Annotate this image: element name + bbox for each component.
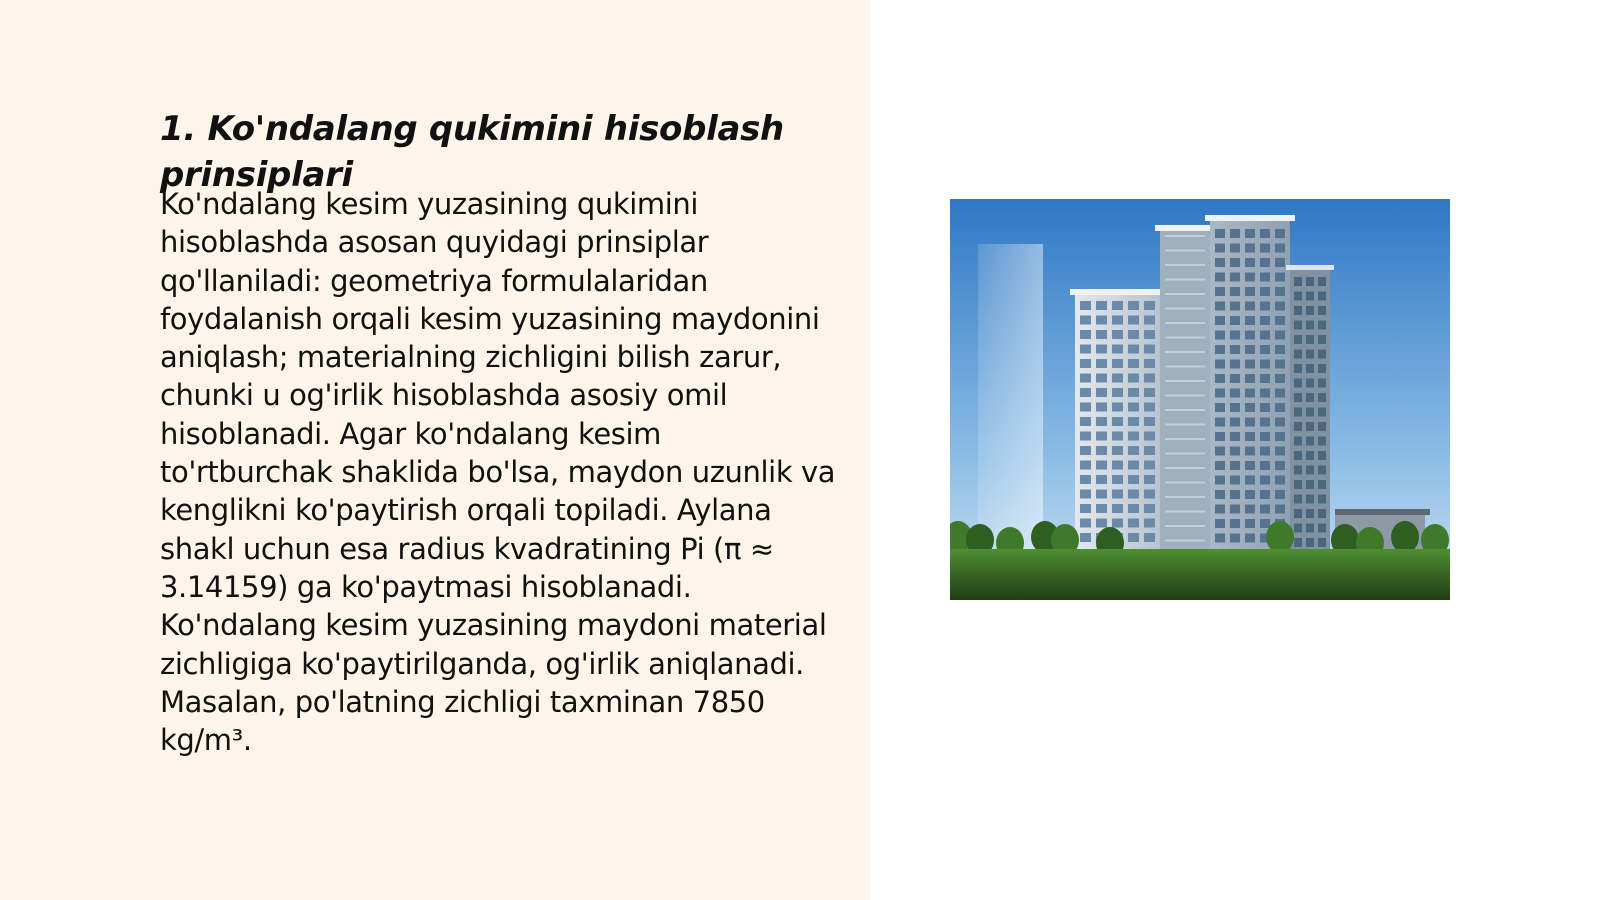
window xyxy=(1080,432,1091,441)
window xyxy=(1215,519,1225,528)
window xyxy=(1245,447,1255,456)
window xyxy=(1128,388,1139,397)
window xyxy=(1096,316,1107,325)
window xyxy=(1260,519,1270,528)
window xyxy=(1128,446,1139,455)
window xyxy=(1080,519,1091,528)
window xyxy=(1230,534,1240,543)
window xyxy=(1318,466,1326,475)
window xyxy=(1318,480,1326,489)
window xyxy=(1275,418,1285,427)
window xyxy=(1096,519,1107,528)
window xyxy=(1294,292,1302,301)
window xyxy=(1112,403,1123,412)
glass-mullion xyxy=(1165,279,1205,281)
window xyxy=(1260,244,1270,253)
window xyxy=(1275,287,1285,296)
window xyxy=(1275,273,1285,282)
tree xyxy=(1266,521,1294,553)
window xyxy=(1245,418,1255,427)
window xyxy=(1080,388,1091,397)
roof-edge xyxy=(1155,225,1215,231)
window xyxy=(1294,350,1302,359)
window xyxy=(1294,466,1302,475)
glass-mullion xyxy=(1165,322,1205,324)
window xyxy=(1245,360,1255,369)
window xyxy=(1144,461,1155,470)
window xyxy=(1306,292,1314,301)
window xyxy=(1080,301,1091,310)
glass-mullion xyxy=(1165,424,1205,426)
window xyxy=(1128,461,1139,470)
window xyxy=(1260,273,1270,282)
window xyxy=(1306,277,1314,286)
window xyxy=(1144,330,1155,339)
window xyxy=(1144,490,1155,499)
window xyxy=(1096,345,1107,354)
window xyxy=(1128,519,1139,528)
window xyxy=(1275,432,1285,441)
window xyxy=(1096,301,1107,310)
window xyxy=(1275,389,1285,398)
glass-mullion xyxy=(1165,337,1205,339)
window xyxy=(1245,432,1255,441)
window xyxy=(1230,229,1240,238)
window xyxy=(1144,316,1155,325)
window xyxy=(1260,389,1270,398)
glass-mullion xyxy=(1165,395,1205,397)
window xyxy=(1144,504,1155,513)
window xyxy=(1112,432,1123,441)
window xyxy=(1144,432,1155,441)
window xyxy=(1215,273,1225,282)
window xyxy=(1245,519,1255,528)
window xyxy=(1096,388,1107,397)
window xyxy=(1275,302,1285,311)
window xyxy=(1128,403,1139,412)
window xyxy=(1306,321,1314,330)
glass-mullion xyxy=(1165,293,1205,295)
window xyxy=(1215,287,1225,296)
window xyxy=(1230,273,1240,282)
window xyxy=(1318,408,1326,417)
building-photo xyxy=(950,199,1450,600)
window xyxy=(1306,350,1314,359)
window xyxy=(1275,374,1285,383)
window xyxy=(1080,417,1091,426)
window xyxy=(1294,306,1302,315)
window xyxy=(1080,403,1091,412)
window xyxy=(1144,417,1155,426)
window xyxy=(1275,229,1285,238)
window xyxy=(1128,533,1139,542)
glass-mullion xyxy=(1165,409,1205,411)
window xyxy=(1215,403,1225,412)
window xyxy=(1306,451,1314,460)
window xyxy=(1306,364,1314,373)
window xyxy=(1215,229,1225,238)
window xyxy=(1215,447,1225,456)
window xyxy=(1245,302,1255,311)
window xyxy=(1144,533,1155,542)
right-wing xyxy=(1210,219,1290,549)
window xyxy=(1245,287,1255,296)
window xyxy=(1318,437,1326,446)
window xyxy=(1096,432,1107,441)
window xyxy=(1230,360,1240,369)
window xyxy=(1245,374,1255,383)
window xyxy=(1096,374,1107,383)
window xyxy=(1215,374,1225,383)
window xyxy=(1080,330,1091,339)
window xyxy=(1294,422,1302,431)
window xyxy=(1294,321,1302,330)
window xyxy=(1245,258,1255,267)
glass-mullion xyxy=(1165,235,1205,237)
window xyxy=(1306,480,1314,489)
glass-mullion xyxy=(1165,482,1205,484)
window xyxy=(1260,360,1270,369)
window xyxy=(1112,475,1123,484)
window xyxy=(1096,403,1107,412)
window xyxy=(1215,534,1225,543)
window xyxy=(1275,244,1285,253)
window xyxy=(1215,345,1225,354)
window xyxy=(1112,316,1123,325)
window xyxy=(1144,345,1155,354)
window xyxy=(1306,335,1314,344)
window xyxy=(1318,538,1326,547)
window xyxy=(1245,244,1255,253)
window xyxy=(1294,509,1302,518)
tree xyxy=(1391,521,1419,553)
window xyxy=(1306,393,1314,402)
window xyxy=(1215,389,1225,398)
window xyxy=(1275,331,1285,340)
window xyxy=(1275,403,1285,412)
glass-mullion xyxy=(1165,380,1205,382)
window xyxy=(1306,422,1314,431)
window xyxy=(1294,437,1302,446)
glass-mullion xyxy=(1165,496,1205,498)
window xyxy=(1230,374,1240,383)
glass-mullion xyxy=(1165,453,1205,455)
window xyxy=(1080,475,1091,484)
window xyxy=(1215,505,1225,514)
window xyxy=(1128,359,1139,368)
window xyxy=(1306,538,1314,547)
roof-edge xyxy=(1286,265,1334,270)
window xyxy=(1230,447,1240,456)
window xyxy=(1294,277,1302,286)
window xyxy=(1294,538,1302,547)
window xyxy=(1128,504,1139,513)
window xyxy=(1080,504,1091,513)
glass-mullion xyxy=(1165,264,1205,266)
window xyxy=(1318,422,1326,431)
window xyxy=(1260,374,1270,383)
window xyxy=(1112,461,1123,470)
window xyxy=(1128,432,1139,441)
window xyxy=(1215,302,1225,311)
window xyxy=(1112,330,1123,339)
window xyxy=(1318,393,1326,402)
window xyxy=(1080,446,1091,455)
window xyxy=(1318,451,1326,460)
window xyxy=(1260,287,1270,296)
window xyxy=(1318,306,1326,315)
glass-mullion xyxy=(1165,511,1205,513)
window xyxy=(1144,519,1155,528)
window xyxy=(1112,359,1123,368)
window xyxy=(1275,316,1285,325)
window xyxy=(1128,345,1139,354)
window xyxy=(1112,504,1123,513)
window xyxy=(1215,461,1225,470)
window xyxy=(1306,509,1314,518)
glass-mullion xyxy=(1165,467,1205,469)
window xyxy=(1245,490,1255,499)
window xyxy=(1230,302,1240,311)
window xyxy=(1275,476,1285,485)
window xyxy=(1128,374,1139,383)
window xyxy=(1260,331,1270,340)
window xyxy=(1230,519,1240,528)
window xyxy=(1215,316,1225,325)
window xyxy=(1215,258,1225,267)
window xyxy=(1260,229,1270,238)
window xyxy=(1318,379,1326,388)
window xyxy=(1294,451,1302,460)
background-tower xyxy=(978,244,1043,549)
window xyxy=(1112,345,1123,354)
window xyxy=(1318,292,1326,301)
window xyxy=(1245,273,1255,282)
window xyxy=(1230,432,1240,441)
window xyxy=(1230,316,1240,325)
window xyxy=(1294,335,1302,344)
window xyxy=(1260,418,1270,427)
window xyxy=(1230,345,1240,354)
window xyxy=(1230,476,1240,485)
window xyxy=(1275,461,1285,470)
window xyxy=(1318,364,1326,373)
window xyxy=(1215,244,1225,253)
window xyxy=(1230,490,1240,499)
window xyxy=(1245,476,1255,485)
window xyxy=(1230,403,1240,412)
glass-mullion xyxy=(1165,308,1205,310)
window xyxy=(1260,461,1270,470)
window xyxy=(1306,524,1314,533)
window xyxy=(1294,393,1302,402)
window xyxy=(1128,316,1139,325)
roof-edge xyxy=(1070,289,1165,295)
window xyxy=(1306,408,1314,417)
window xyxy=(1215,360,1225,369)
glass-mullion xyxy=(1165,351,1205,353)
window xyxy=(1215,476,1225,485)
window xyxy=(1080,374,1091,383)
window xyxy=(1318,509,1326,518)
glass-mullion xyxy=(1165,540,1205,542)
window xyxy=(1096,359,1107,368)
window xyxy=(1144,359,1155,368)
window xyxy=(1215,490,1225,499)
window xyxy=(1096,417,1107,426)
window xyxy=(1080,533,1091,542)
window xyxy=(1275,258,1285,267)
window xyxy=(1230,505,1240,514)
window xyxy=(1080,359,1091,368)
window xyxy=(1318,350,1326,359)
window xyxy=(1318,321,1326,330)
window xyxy=(1260,403,1270,412)
window xyxy=(1260,345,1270,354)
window xyxy=(1144,403,1155,412)
window xyxy=(1318,495,1326,504)
window xyxy=(1275,447,1285,456)
window xyxy=(1306,495,1314,504)
window xyxy=(1306,306,1314,315)
window xyxy=(1144,388,1155,397)
window xyxy=(1245,331,1255,340)
window xyxy=(1306,379,1314,388)
window xyxy=(1230,389,1240,398)
window xyxy=(1230,418,1240,427)
window xyxy=(1245,403,1255,412)
window xyxy=(1096,461,1107,470)
window xyxy=(1245,461,1255,470)
window xyxy=(1080,316,1091,325)
window xyxy=(1230,287,1240,296)
window xyxy=(1294,480,1302,489)
window xyxy=(1144,374,1155,383)
window xyxy=(1128,475,1139,484)
window xyxy=(1230,258,1240,267)
glass-mullion xyxy=(1165,366,1205,368)
window xyxy=(1112,519,1123,528)
window xyxy=(1144,301,1155,310)
window xyxy=(1260,476,1270,485)
glass-mullion xyxy=(1165,438,1205,440)
window xyxy=(1112,301,1123,310)
slide-title: 1. Ko'ndalang qukimini hisoblash prinsiplari xyxy=(160,109,784,195)
window xyxy=(1112,388,1123,397)
window xyxy=(1112,490,1123,499)
glass-mullion xyxy=(1165,525,1205,527)
window xyxy=(1096,504,1107,513)
window xyxy=(1245,534,1255,543)
roof-edge xyxy=(1205,215,1295,221)
building-illustration xyxy=(950,199,1450,600)
window xyxy=(1128,490,1139,499)
window xyxy=(1144,446,1155,455)
window xyxy=(1080,461,1091,470)
window xyxy=(1260,505,1270,514)
window xyxy=(1128,417,1139,426)
window xyxy=(1128,330,1139,339)
glass-core xyxy=(1160,229,1210,549)
lawn xyxy=(950,549,1450,600)
window xyxy=(1144,475,1155,484)
window xyxy=(1230,244,1240,253)
window xyxy=(1294,524,1302,533)
window xyxy=(1275,490,1285,499)
window xyxy=(1080,490,1091,499)
window xyxy=(1294,495,1302,504)
window xyxy=(1128,301,1139,310)
window xyxy=(1294,379,1302,388)
window xyxy=(1080,345,1091,354)
window xyxy=(1260,258,1270,267)
glass-mullion xyxy=(1165,250,1205,252)
window xyxy=(1275,505,1285,514)
window xyxy=(1306,437,1314,446)
window xyxy=(1245,316,1255,325)
window xyxy=(1215,432,1225,441)
window xyxy=(1260,490,1270,499)
window xyxy=(1294,364,1302,373)
window xyxy=(1318,524,1326,533)
window xyxy=(1245,505,1255,514)
window xyxy=(1245,229,1255,238)
window xyxy=(1096,330,1107,339)
window xyxy=(1112,446,1123,455)
window xyxy=(1275,360,1285,369)
window xyxy=(1260,432,1270,441)
window xyxy=(1112,417,1123,426)
window xyxy=(1215,418,1225,427)
slide-body-text: Ko'ndalang kesim yuzasining qukimini hisoblashda asosan quyidagi prinsiplar qo'llaniladi: geometriya formulalaridan foydalanish orqali kesim yuzasining maydonini aniqlash; materialning zichligini bilish zarur, chunki u og'irlik hisoblashda asosiy omil hisoblanadi. Agar ko'ndalang kesim to'rtburchak shaklida bo'lsa, maydon uzunlik va kenglikni ko'paytirish orqali topiladi. Aylana shakl uchun esa radius kvadratining Pi (π ≈ 3.14159) ga ko'paytmasi hisoblanadi. Ko'ndalang kesim yuzasining maydoni material zichligiga ko'paytirilganda, og'irlik aniqlanadi. Masalan, po'latning zichligi taxminan 7850 kg/m³. xyxy=(160,187,836,758)
window xyxy=(1096,475,1107,484)
window xyxy=(1275,345,1285,354)
window xyxy=(1230,461,1240,470)
window xyxy=(1245,389,1255,398)
window xyxy=(1318,335,1326,344)
window xyxy=(1318,277,1326,286)
window xyxy=(1230,331,1240,340)
window xyxy=(1260,302,1270,311)
window xyxy=(1245,345,1255,354)
window xyxy=(1112,374,1123,383)
window xyxy=(1294,408,1302,417)
window xyxy=(1215,331,1225,340)
window xyxy=(1260,316,1270,325)
window xyxy=(1096,446,1107,455)
window xyxy=(1306,466,1314,475)
window xyxy=(1260,447,1270,456)
window xyxy=(1096,490,1107,499)
